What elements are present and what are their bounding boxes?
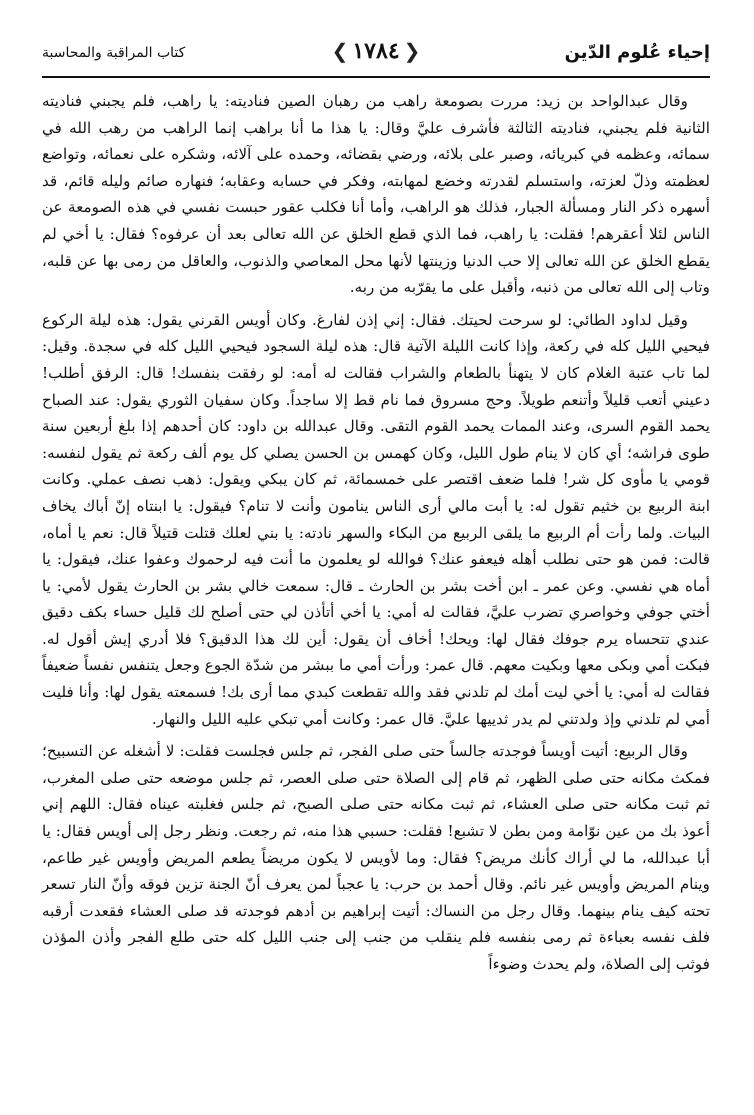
page-header (42, 30, 710, 78)
left-ornament-icon: ❮ (403, 39, 421, 63)
page-number: ١٧٨٤ (352, 38, 400, 64)
page-number-block (328, 38, 425, 64)
page-body (42, 88, 710, 984)
book-title: إحياء عُلوم الدّين (564, 42, 710, 63)
section-title: كتاب المراقبة والمحاسبة (42, 45, 186, 61)
paragraph-1: وقال عبدالواحد بن زيد: مررت بصومعة راهب من رهبان الصين فناديته: يا راهب، فلم يجبني فناديته الثانية فلم يجبني، فناديته الثالثة فأشرف عليَّ وقال: يا هذا ما أنا براهب إنما الراهب من رهب الله في سمائه، وعظمه في كبريائه، وصبر على بلائه، ورضي بقضائه، وحمده على آلائه، وشكره على نعمائه، وتواضع لعظمته وذلّ لعزته، واستسلم لقدرته وخضع لمهابته، وفكر في حسابه وعقابه؛ فنهاره صائم وليله قائم، قد أسهره ذكر النار ومسألة الجبار، فذلك هو الراهب، وأما أنا فكلب عقور حبست نفسي في هذه الصومعة عن الناس لئلا أعقرهم! فقلت: يا راهب، فما الذي قطع الخلق عن الله تعالى بعد أن عرفوه؟ فقال: يا أخي لم يقطع الخلق عن الله تعالى إلا حب الدنيا وزينتها لأنها محل المعاصي والذنوب، والعاقل من رمى بها عن قلبه، وتاب إلى الله تعالى من ذنبه، وأقبل على ما يقرّبه من ربه. (42, 92, 710, 297)
right-ornament-icon: ❯ (331, 39, 349, 63)
paragraph-2: وقيل لداود الطائي: لو سرحت لحيتك. فقال: إني إذن لفارغ. وكان أويس القرني يقول: هذه ليلة الركوع فيحيي الليل كله في ركعة، وإذا كانت الليلة الآتية قال: هذه ليلة السجود فيحيي الليل كله في سجدة. وقيل: لما تاب عتبة الغلام كان لا يتهنأ بالطعام والشراب فقالت له أمه: لو رفقت بنفسك! قال: الرفق أطلب! دعيني أتعب قليلاً وأتنعم طويلاً. وحج مسروق فما نام قط إلا ساجداً. وكان سفيان الثوري يقول: عند الصباح يحمد القوم السرى، وعند الممات يحمد القوم التقى. وقال عبدالله بن داود: كان أحدهم إذا بلغ أربعين سنة طوى فراشه؛ أي كان لا ينام طول الليل، وكان كهمس بن الحسن يصلي كل يوم ألف ركعة ثم يقول لنفسه: قومي يا مأوى كل شر! فلما ضعف اقتصر على خمسمائة، ثم كان يبكي ويقول: ذهب نصف عملي. وكانت ابنة الربيع بن خثيم تقول له: يا أبت مالي أرى الناس ينامون وأنت لا تنام؟ فيقول: يا ابنتاه إنّ أباك يخاف البيات. ولما رأت أم الربيع ما يلقى الربيع من البكاء والسهر نادته: يا بني لعلك قتلت قتيلاً قال: نعم يا أماه، قالت: فمن هو حتى نطلب أهله فيعفو عنك؟ فوالله لو يعلمون ما أنت فيه لرحموك وعفوا عنك، فيقول: يا أماه هي نفسي. وعن عمر ـ ابن أخت بشر بن الحارث ـ قال: سمعت خالي بشر بن الحارث يقول لأمي: يا أختي جوفي وخواصري تضرب عليَّ، فقالت له أمي: يا أخي أتأذن لي حتى أصلح لك قليل حساء بكف دقيق عندي تتحساه يرم جوفك فقال لها: ويحك! أخاف أن يقول: أين لك هذا الدقيق؟ فلا أدري إيش أقول له. فبكت أمي وبكى معها وبكيت معهم. قال عمر: ورأت أمي ما ببشر من شدّة الجوع وجعل يتنفس نفساً ضعيفاً فقالت له أمي: يا أخي ليت أمك لم تلدني فقد والله تقطعت كبدي مما أرى بك! فسمعته يقول لها: وأنا فليت أمي لم تلدني وإذ ولدتني لم يدر ثدييها عليَّ. قال عمر: وكانت أمي تبكي عليه الليل والنهار. (42, 310, 710, 728)
paragraph-3: وقال الربيع: أتيت أويساً فوجدته جالساً حتى صلى الفجر، ثم جلس فجلست فقلت: لا أشغله عن التسبيح؛ فمكث مكانه حتى صلى الظهر، ثم قام إلى الصلاة حتى صلى العصر، ثم جلس موضعه حتى صلى المغرب، ثم ثبت مكانه حتى صلى العشاء، ثم ثبت مكانه حتى صلى الصبح، ثم جلس فغلبته عيناه فقال: اللهم إني أعوذ بك من عين نوّامة ومن بطن لا تشبع! فقلت: حسبي هذا منه، ثم رجعت. ونظر رجل إلى أويس فقال: يا أبا عبدالله، ما لي أراك كأنك مريض؟ فقال: وما لأويس لا يكون مريضاً يطعم المريض وأويس غير طاعم، وينام المريض وأويس غير نائم. وقال أحمد بن حرب: يا عجباً لمن يعرف أنّ الجنة تزين فوقه وأنّ النار تسعر تحته كيف ينام بينهما. وقال رجل من النساك: أتيت إبراهيم بن أدهم فوجدته قد صلى العشاء فقعدت أرقبه فلف نفسه بعباءة ثم رمى بنفسه فلم ينقلب من جنب إلى جنب الليل كله حتى طلع الفجر وأذن المؤذن فوثب إلى الصلاة، ولم يحدث وضوءاً (42, 742, 710, 973)
